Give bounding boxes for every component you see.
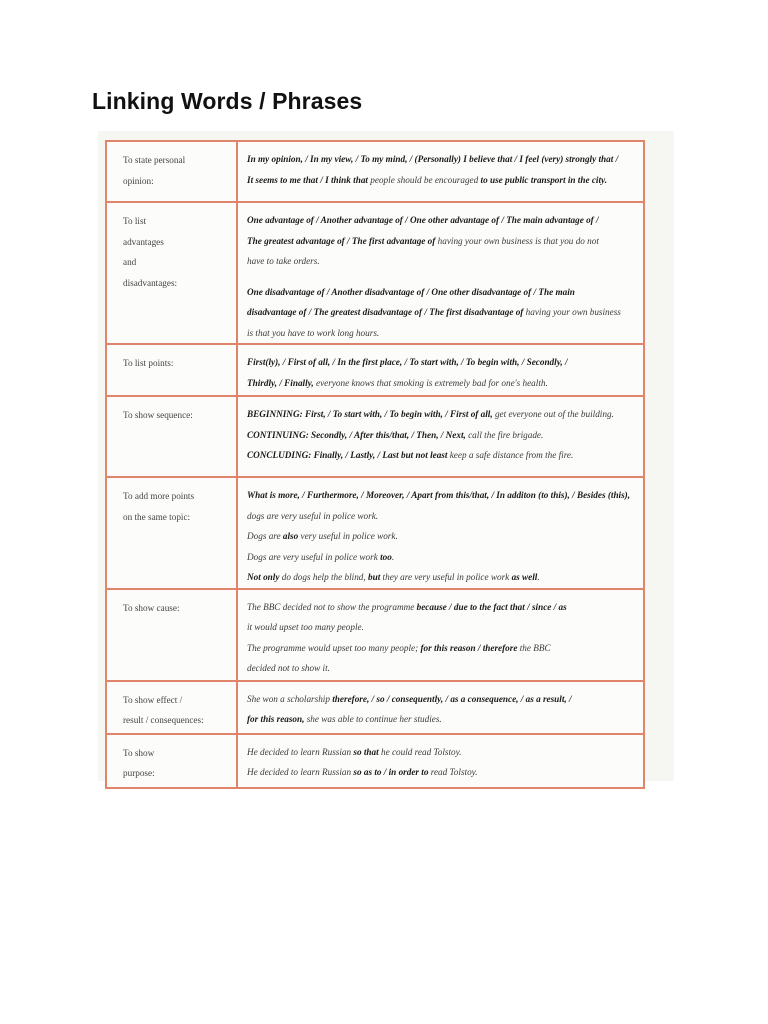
row-label-line: and (123, 257, 137, 267)
linking-phrase: CONCLUDING: Finally, / Lastly, / Last but not least (247, 450, 448, 460)
row-label-line: To show effect / (123, 694, 183, 705)
linking-phrase: Not only (247, 572, 280, 582)
table-row (106, 396, 644, 477)
content-line (247, 638, 637, 659)
content-line (247, 742, 637, 763)
linking-phrase: too (380, 551, 392, 562)
row-label-line: To show (123, 747, 155, 758)
row-label (106, 477, 237, 589)
linking-phrase: First(ly), / First of all, / In the first place, / To start with, / To begin with, / Secondly, / (247, 357, 568, 367)
content-line (247, 526, 637, 547)
linking-phrase: as well (511, 572, 538, 582)
example-text: dogs are very useful in police work. (247, 510, 379, 521)
content-line (247, 231, 637, 252)
row-label-line: To show sequence: (123, 410, 193, 420)
row-label-line: To list (123, 216, 147, 226)
row-label-line: opinion: (123, 175, 154, 186)
row-label-line: To list points: (123, 358, 174, 368)
content-line (247, 352, 637, 373)
example-text: The BBC decided not to show the programme (247, 601, 417, 612)
example-text: Dogs are very useful in police work (247, 551, 381, 562)
row-label (106, 396, 237, 477)
linking-phrase: Thirdly, / Finally, (247, 377, 314, 388)
example-text: . (537, 572, 540, 582)
row-label-line: purpose: (123, 768, 155, 778)
content-line (247, 149, 637, 170)
linking-phrase: It seems to me that / I think that (247, 174, 368, 185)
row-content (237, 681, 644, 734)
row-content (237, 344, 644, 396)
row-label-line: To state personal (123, 155, 186, 165)
linking-phrase: so that (353, 746, 379, 757)
row-label-line: on the same topic: (123, 511, 191, 522)
example-text: having your own business (523, 307, 621, 317)
linking-phrase: The greatest advantage of / The first advantage of (247, 235, 436, 246)
row-content (237, 396, 644, 477)
linking-phrase: therefore, / so / consequently, / as a consequence, / as a result, / (332, 693, 572, 704)
row-label (106, 344, 237, 396)
example-text: having your own business is that you do not (435, 235, 599, 246)
row-label (106, 141, 237, 202)
row-label-line: To add more points (123, 491, 195, 501)
linking-phrase: CONTINUING: Secondly, / After this/that, / Then, / Next, (247, 429, 466, 440)
content-line (247, 210, 637, 231)
example-text: very useful in police work. (298, 531, 398, 541)
content-line (247, 597, 637, 618)
example-text: He decided to learn Russian (247, 767, 354, 777)
example-text: get everyone out of the building. (492, 409, 614, 419)
row-label (106, 589, 237, 681)
row-label-line: disadvantages: (123, 277, 178, 288)
example-text: have to take orders. (247, 256, 320, 266)
linking-phrase: What is more, / Furthermore, / Moreover, / Apart from this/that, / In additon (to this), / Besides (this), (247, 490, 631, 500)
table-row (106, 141, 644, 202)
example-text: decided not to show it. (247, 663, 330, 673)
linking-phrase: One disadvantage of / Another disadvantage of / One other disadvantage of / The main (247, 286, 575, 297)
example-text: read Tolstoy. (428, 767, 478, 777)
row-content (237, 141, 644, 202)
content-line (247, 302, 637, 323)
example-text: He decided to learn Russian (247, 746, 354, 757)
linking-phrase: also (282, 531, 299, 541)
content-line (247, 762, 637, 783)
content-line (247, 282, 637, 303)
content-line (247, 485, 637, 506)
table-row (106, 589, 644, 681)
row-label (106, 734, 237, 788)
row-content (237, 589, 644, 681)
example-text: he could read Tolstoy. (378, 746, 462, 757)
linking-phrase: to use public transport in the city. (480, 174, 608, 185)
content-line (247, 445, 637, 466)
row-content (237, 734, 644, 788)
table-row (106, 477, 644, 589)
example-text: everyone knows that smoking is extremely bad for one's health. (313, 377, 548, 388)
table-row (106, 681, 644, 734)
linking-phrase: BEGINNING: First, / To start with, / To begin with, / First of all, (247, 409, 493, 419)
linking-phrase: One advantage of / Another advantage of / One other advantage of / The main advantage of / (247, 215, 599, 225)
example-text: is that you have to work long hours. (247, 327, 380, 338)
row-content (237, 477, 644, 589)
table-row (106, 734, 644, 788)
row-content (237, 202, 644, 344)
example-text: people should be encouraged (368, 174, 481, 185)
row-label-line: To show cause: (123, 602, 180, 613)
content-line (247, 617, 637, 638)
content-line (247, 170, 637, 191)
content-line (247, 547, 637, 568)
table-row (106, 202, 644, 344)
content-line (247, 251, 637, 272)
content-line (247, 689, 637, 710)
linking-phrase: so as to / in order to (353, 767, 429, 777)
content-line (247, 658, 637, 679)
linking-phrase: for this reason / therefore (420, 642, 518, 653)
example-text: she was able to continue her studies. (304, 714, 442, 724)
example-text: . (391, 551, 395, 562)
example-text: do dogs help the blind, (279, 572, 368, 582)
example-text: keep a safe distance from the fire. (447, 450, 574, 460)
example-text: Dogs are (247, 531, 283, 541)
content-line (247, 709, 637, 730)
example-text: they are very useful in police work (380, 572, 512, 582)
content-line (247, 404, 637, 425)
example-text: The programme would upset too many people; (247, 642, 421, 653)
linking-phrase: disadvantage of / The greatest disadvantage of / The first disadvantage of (247, 307, 524, 317)
table-row (106, 344, 644, 396)
row-label (106, 202, 237, 344)
content-line (247, 506, 637, 527)
content-line (247, 567, 637, 588)
example-text: call the fire brigade. (465, 429, 544, 440)
example-text: it would upset too many people. (247, 622, 364, 632)
linking-phrase: but (367, 572, 381, 582)
paragraph-gap (247, 272, 637, 282)
linking-words-table (105, 140, 645, 789)
content-line (247, 425, 637, 446)
example-text: the BBC (517, 642, 551, 653)
content-line (247, 373, 637, 394)
page-title: Linking Words / Phrases (92, 88, 363, 114)
content-line (247, 323, 637, 344)
linking-phrase: for this reason, (247, 714, 305, 724)
row-label-line: advantages (123, 236, 164, 247)
row-label (106, 681, 237, 734)
linking-phrase: because / due to the fact that / since / as (416, 601, 567, 612)
example-text: She won a scholarship (247, 693, 333, 704)
linking-phrase: In my opinion, / In my view, / To my mind, / (Personally) I believe that / I feel (very) strongly that / (247, 154, 619, 164)
row-label-line: result / consequences: (123, 715, 204, 725)
